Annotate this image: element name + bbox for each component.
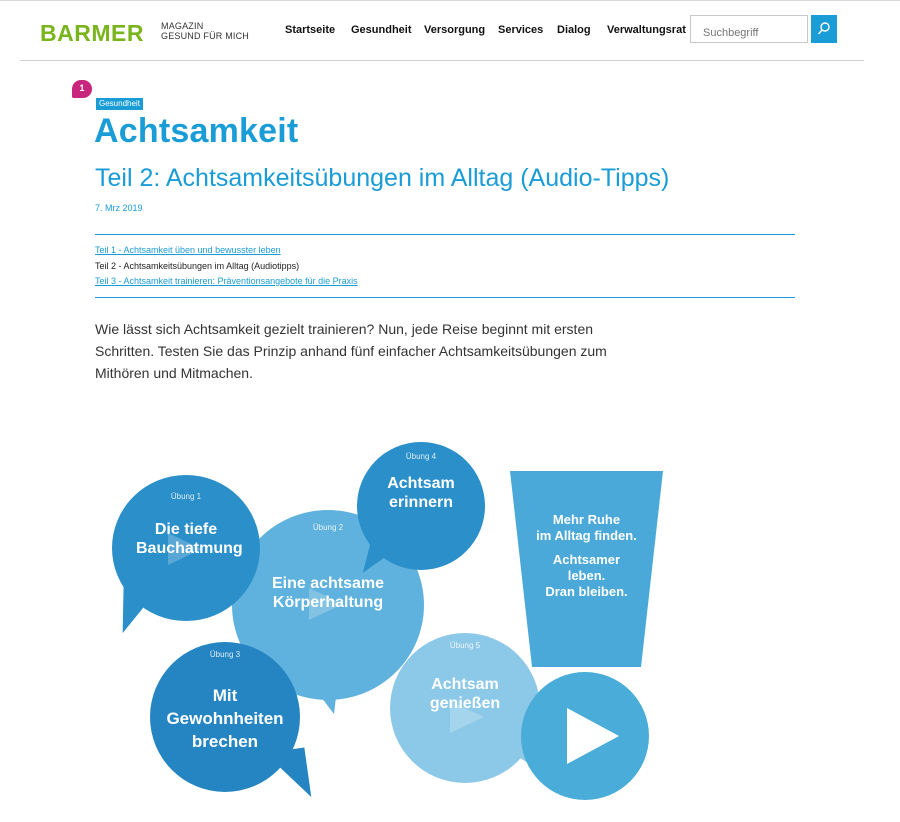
exercise-4-number: Übung 4 [405,452,437,461]
exercise-5-label: Achtsam genießen [429,676,501,712]
nav-item-services[interactable]: Services [498,24,544,36]
exercise-infographic [0,420,900,822]
category-tag[interactable]: Gesundheit [96,98,143,110]
series-link-part-3[interactable]: Teil 3 - Achtsamkeit trainieren: Präventionsangebote für die Praxis [95,276,358,286]
exercise-4-bubble[interactable] [357,442,485,570]
series-current-part-2: Teil 2 - Achtsamkeitsübungen im Alltag (Audiotipps) [95,261,300,271]
exercise-3-label: Mit Gewohnheiten brechen [166,686,284,751]
notification-badge: 1 [72,80,92,98]
exercise-3-number: Übung 3 [209,650,241,659]
exercise-3-bubble[interactable] [150,642,300,792]
exercise-1-bubble[interactable] [112,475,260,621]
exercise-2-number: Übung 2 [312,523,344,532]
page-subtitle: Teil 2: Achtsamkeitsübungen im Alltag (Audio-Tipps) [95,164,670,192]
cup-text-line1: Mehr Ruhe [552,512,621,527]
barmer-logo[interactable]: BARMER [40,20,144,46]
exercise-5-number: Übung 5 [449,641,481,650]
series-navigation [95,234,795,298]
logo-subtitle-line1: MAGAZIN [161,21,204,31]
play-button[interactable] [521,672,649,800]
nav-item-gesundheit[interactable]: Gesundheit [351,24,412,36]
intro-paragraph: Wie lässt sich Achtsamkeit gezielt trainieren? Nun, jede Reise beginnt mit ersten Schritten. Testen Sie das Prinzip anhand fünf einfacher Achtsamkeitsübungen zum Mithören und Mitmachen. [95,321,607,381]
site-header [0,0,900,60]
cup-text-line5: Dran bleiben. [545,584,628,599]
exercise-1-label: Die tiefe Bauchatmung [136,521,243,557]
cup-text-line2: im Alltag finden. [536,528,637,543]
nav-item-verwaltungsrat[interactable]: Verwaltungsrat [607,24,686,36]
nav-item-versorgung[interactable]: Versorgung [424,24,486,36]
top-border [0,0,900,1]
nav-item-dialog[interactable]: Dialog [557,24,591,36]
series-link-part-1[interactable]: Teil 1 - Achtsamkeit üben und bewusster leben [95,245,281,255]
exercise-2-label: Eine achtsame Körperhaltung [271,575,385,611]
exercise-1-number: Übung 1 [170,492,202,501]
cup-text-line3: Achtsamer [552,552,621,567]
play-icon [567,708,619,764]
cup-text-line4: leben. [567,568,606,583]
exercise-4-label: Achtsam erinnern [387,475,455,511]
page-title: Achtsamkeit [94,112,299,150]
search-button[interactable] [811,15,837,43]
search-input[interactable] [690,15,808,43]
logo-subtitle [161,21,249,41]
logo-subtitle-line2: GESUND FÜR MICH [161,31,249,41]
header-divider [20,60,864,61]
nav-item-startseite[interactable]: Startseite [285,24,336,36]
search-icon [811,15,837,43]
cup-text [510,512,663,600]
publish-date: 7. Mrz 2019 [95,203,143,213]
